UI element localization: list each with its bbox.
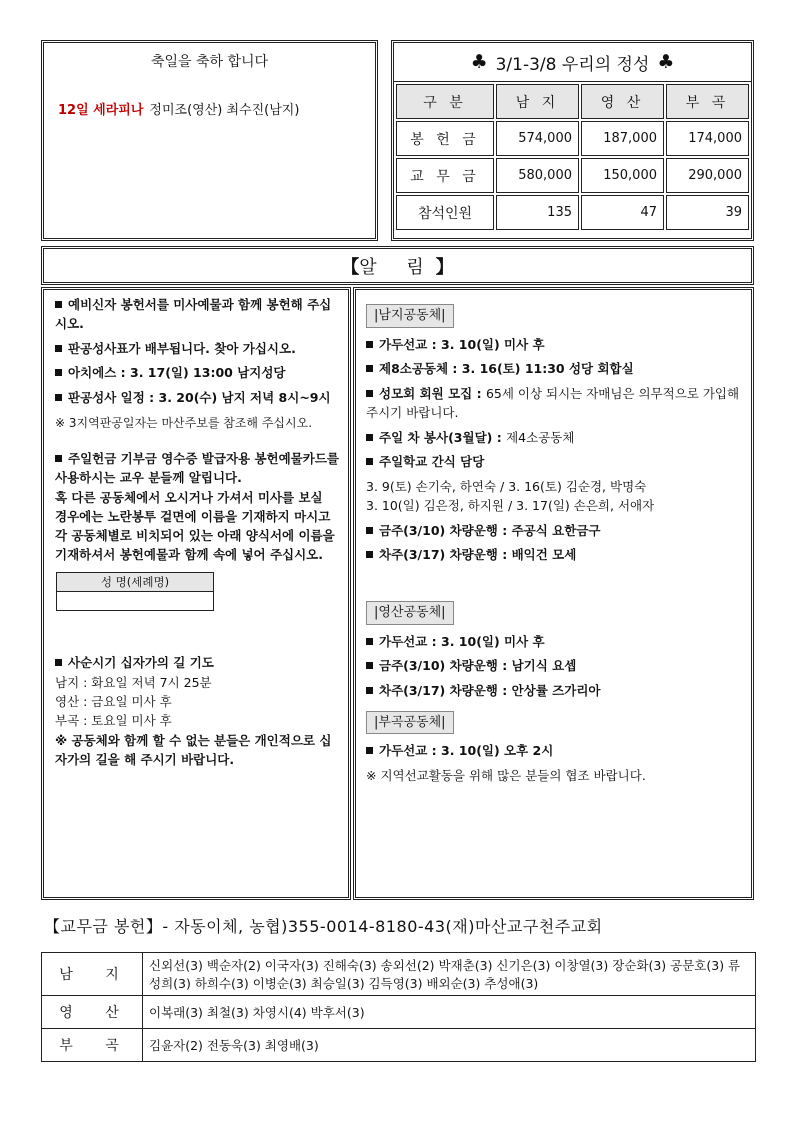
- notice-right-panel: [353, 287, 754, 900]
- notice-header: [41, 246, 754, 285]
- donor-row: [42, 1029, 756, 1062]
- square-bullet-icon: [55, 455, 62, 462]
- yeongsan-item: [366, 682, 743, 701]
- offering-header-cell: 부 곡: [666, 84, 749, 119]
- yeongsan-tag: |영산공동체|: [366, 601, 454, 625]
- notice-item: [55, 340, 339, 359]
- offering-row: [396, 158, 749, 193]
- namji-tag: |남지공동체|: [366, 304, 454, 328]
- offering-header-cell: 영 산: [581, 84, 664, 119]
- offering-cell: 47: [581, 195, 664, 230]
- club-icon: ♣: [470, 51, 488, 73]
- namji-item: [366, 453, 743, 472]
- notice-item-text: 아치에스 : 3. 17(일) 13:00 남지성당: [68, 365, 286, 381]
- offering-box: [391, 40, 754, 241]
- square-bullet-icon: [55, 301, 62, 308]
- square-bullet-icon: [366, 458, 373, 465]
- offering-row: [396, 195, 749, 230]
- square-bullet-icon: [366, 434, 373, 441]
- name-form-blank: [57, 592, 213, 610]
- offering-cell: 580,000: [496, 158, 579, 193]
- donor-row: [42, 996, 756, 1029]
- name-form-box: [56, 572, 214, 611]
- square-bullet-icon: [55, 345, 62, 352]
- notice-title: 알 림: [359, 256, 436, 278]
- offering-cell: 150,000: [581, 158, 664, 193]
- offering-row: [396, 121, 749, 156]
- bugok-item-text: 가두선교 : 3. 10(일) 오후 2시: [379, 743, 554, 759]
- snack-duty: 3. 10(일) 김은정, 하지원 / 3. 17(일) 손은희, 서애자: [366, 497, 655, 513]
- namji-item-text: 제4소공동체: [506, 429, 575, 445]
- offering-cell: 39: [666, 195, 749, 230]
- stations-title-text: 사순시기 십자가의 길 기도: [68, 655, 214, 671]
- stations-schedule: 남지 : 화요일 저녁 7시 25분: [55, 674, 212, 690]
- notice-left-panel: [41, 287, 351, 900]
- donor-names: 이복래(3) 최철(3) 차영시(4) 박후서(3): [143, 996, 756, 1029]
- donor-community: 부 곡: [42, 1029, 143, 1062]
- namji-item-text: 65세 이상 되시는 자매님은 의무적으로 가입해 주시기 바랍니다.: [366, 386, 740, 420]
- club-icon: ♣: [657, 51, 675, 73]
- offering-cell: 290,000: [666, 158, 749, 193]
- snack-duty: 3. 9(토) 손기숙, 하연숙 / 3. 16(토) 김순경, 박명숙: [366, 479, 647, 494]
- tithe-bank-line: 【교무금 봉헌】- 자동이체, 농협)355-0014-8180-43(재)마산교구천주교회: [44, 917, 603, 936]
- notice-note: ※ 3지역판공일자는 마산주보를 참조해 주십시오.: [55, 415, 313, 430]
- receipt-title-text: 주일헌금 기부금 영수증 발급자용 봉헌예물카드를 사용하시는 교우 분들께 알립니다.: [55, 450, 339, 485]
- namji-car: [366, 522, 743, 541]
- namji-item-bold: 제8소공동체 : 3. 16(토) 11:30 성당 회합실: [379, 361, 634, 377]
- stations-note: ※ 공동체와 함께 할 수 없는 분들은 개인적으로 십자가의 길을 해 주시기 바랍니다.: [55, 732, 332, 768]
- notice-item-text: 판공성사 일정 : 3. 20(수) 남지 저녁 8시~9시: [68, 390, 331, 405]
- notice-item-text: 판공성사표가 배부됩니다. 찾아 가십시오.: [68, 340, 296, 356]
- namji-item-bold: 가두선교 : 3. 10(일) 미사 후: [379, 336, 545, 352]
- offering-table: [394, 82, 751, 232]
- feast-day-line: [58, 99, 299, 118]
- yeongsan-item-text: 차주(3/17) 차량운행 : 안상률 즈가리아: [379, 683, 601, 698]
- namji-item: [366, 336, 743, 355]
- namji-item: [366, 360, 743, 379]
- square-bullet-icon: [55, 394, 62, 401]
- square-bullet-icon: [55, 369, 62, 376]
- bugok-item: [366, 742, 743, 761]
- namji-car-text: 차주(3/17) 차량운행 : 배익건 모세: [379, 547, 577, 563]
- offering-row-label: 참석인원: [396, 195, 494, 230]
- stations-title: [55, 653, 339, 672]
- bugok-note: ※ 지역선교활동을 위해 많은 분들의 협조 바랍니다.: [366, 768, 646, 783]
- donor-community: 남 지: [42, 953, 143, 996]
- namji-car: [366, 546, 743, 565]
- notice-bracket-close: 】: [435, 256, 454, 278]
- donor-names: 김윤자(2) 전동욱(3) 최영배(3): [143, 1029, 756, 1062]
- namji-item-bold: 주일 차 봉사(3월달) :: [379, 429, 507, 445]
- namji-item-bold: 주일학교 간식 담당: [379, 454, 485, 470]
- offering-header-row: [396, 84, 749, 119]
- yeongsan-item-text: 금주(3/10) 차량운행 : 남기식 요셉: [379, 658, 577, 674]
- feast-day-title: 축일을 축하 합니다: [150, 54, 269, 70]
- offering-row-label: 교 무 금: [396, 158, 494, 193]
- feast-day-names: 정미조(영산) 최수진(남지): [149, 103, 300, 118]
- offering-header-cell: 구 분: [396, 84, 494, 119]
- feast-day-box: [41, 40, 378, 241]
- stations-schedule: 부곡 : 토요일 미사 후: [55, 713, 172, 729]
- offering-header-cell: 남 지: [496, 84, 579, 119]
- name-form-header: 성 명(세례명): [57, 573, 213, 592]
- yeongsan-item-text: 가두선교 : 3. 10(일) 미사 후: [379, 633, 545, 649]
- notice-item: [55, 296, 339, 334]
- donor-row: [42, 953, 756, 996]
- namji-car-text: 금주(3/10) 차량운행 : 주공식 요한금구: [379, 522, 601, 538]
- square-bullet-icon: [366, 687, 373, 694]
- notice-item: [55, 389, 339, 408]
- square-bullet-icon: [366, 551, 373, 558]
- square-bullet-icon: [366, 365, 373, 372]
- square-bullet-icon: [366, 662, 373, 669]
- yeongsan-item: [366, 657, 743, 676]
- bugok-tag: |부곡공동체|: [366, 711, 454, 735]
- namji-item-bold: 성모회 회원 모집 :: [379, 386, 486, 401]
- notice-item-text: 예비신자 봉헌서를 미사예물과 함께 봉헌해 주십시오.: [55, 297, 332, 331]
- offering-row-label: 봉 헌 금: [396, 121, 494, 156]
- feast-day-saint: 12일 세라피나: [58, 103, 144, 118]
- stations-of-cross: [55, 653, 339, 769]
- notice-item: [55, 364, 339, 383]
- donor-community: 영 산: [42, 996, 143, 1029]
- tithe-donor-table: [41, 952, 756, 1062]
- receipt-notice-title: [55, 450, 339, 488]
- yeongsan-item: [366, 633, 743, 652]
- offering-cell: 135: [496, 195, 579, 230]
- namji-item: [366, 429, 743, 448]
- receipt-notice-body: 혹 다른 공동체에서 오시거나 가셔서 미사를 보실 경우에는 노란봉투 겉면에 이름을 기재하지 마시고 각 공동체별로 비치되어 있는 아래 양식서에 이름을 기재하셔서 봉헌예물과 함께 속에 넣어 주십시오.: [55, 490, 335, 562]
- square-bullet-icon: [366, 341, 373, 348]
- notice-bracket-open: 【: [341, 256, 360, 278]
- namji-item: [366, 385, 743, 423]
- square-bullet-icon: [366, 638, 373, 645]
- donor-names: 신외선(3) 백순자(2) 이국자(3) 진해숙(3) 송외선(2) 박재춘(3) 신기은(3) 이창열(3) 장순화(3) 공문호(3) 류성희(3) 하희수(3) 이병순(3) 최승일(3) 김득영(3) 배외순(3) 추성애(3): [143, 953, 756, 996]
- offering-cell: 174,000: [666, 121, 749, 156]
- square-bullet-icon: [366, 390, 373, 397]
- square-bullet-icon: [366, 747, 373, 754]
- stations-schedule: 영산 : 금요일 미사 후: [55, 694, 172, 709]
- offering-title-row: [394, 43, 751, 82]
- offering-cell: 574,000: [496, 121, 579, 156]
- square-bullet-icon: [366, 527, 373, 534]
- offering-cell: 187,000: [581, 121, 664, 156]
- offering-title: 3/1-3/8 우리의 정성: [495, 54, 650, 75]
- square-bullet-icon: [55, 659, 62, 666]
